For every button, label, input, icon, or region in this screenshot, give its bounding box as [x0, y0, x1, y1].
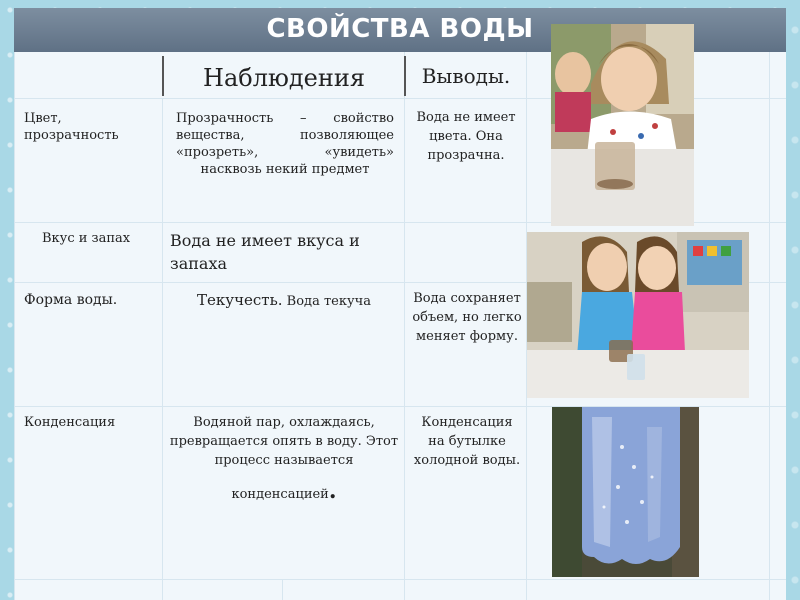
- col-divider: [14, 52, 15, 600]
- property-shape: Форма воды.: [24, 292, 118, 308]
- row-divider: [14, 579, 786, 580]
- col-divider: [162, 98, 163, 600]
- col-divider: [769, 52, 770, 600]
- photo-girls-pouring-water: [527, 232, 749, 398]
- observation-condensation-end: [169, 478, 399, 504]
- slide: [14, 8, 786, 600]
- property-condensation: Конденсация: [24, 415, 116, 430]
- conclusion-shape: Вода сохраняет объем, но легко меняет форму.: [412, 291, 522, 344]
- observation-shape: [164, 291, 404, 309]
- photo-bottle-condensation: [552, 407, 699, 577]
- header-conclusions: Выводы.: [421, 64, 511, 88]
- header-observations: Наблюдения: [203, 64, 365, 92]
- photo-girl-with-glass: [551, 24, 694, 226]
- slide-title: СВОЙСТВА ВОДЫ: [266, 14, 534, 44]
- property-taste: Вкус и запах: [42, 231, 131, 246]
- conclusion-color: Вода не имеет цвета. Она прозрачна.: [416, 110, 516, 163]
- observation-taste: Вода не имеет вкуса и запаха: [170, 231, 360, 273]
- observation-condensation-term: конденсацией: [231, 487, 329, 502]
- observation-condensation: [169, 413, 399, 504]
- property-color: Цвет, прозрачность: [24, 111, 119, 143]
- col-divider: [404, 52, 405, 600]
- col-divider: [282, 579, 283, 600]
- conclusion-condensation: Конденсация на бутылке холодной воды.: [413, 415, 521, 468]
- observation-condensation-period: .: [328, 478, 337, 504]
- observation-condensation-text: Водяной пар, охлаждаясь, превращается опять в воду. Этот процесс называется: [169, 415, 399, 468]
- observation-shape-lead: Текучесть.: [197, 291, 283, 309]
- observation-color: Прозрачность – свойство вещества, позволяющее «прозреть», «увидеть» насквозь некий предмет: [176, 111, 394, 177]
- observation-shape-rest: Вода текуча: [282, 294, 371, 309]
